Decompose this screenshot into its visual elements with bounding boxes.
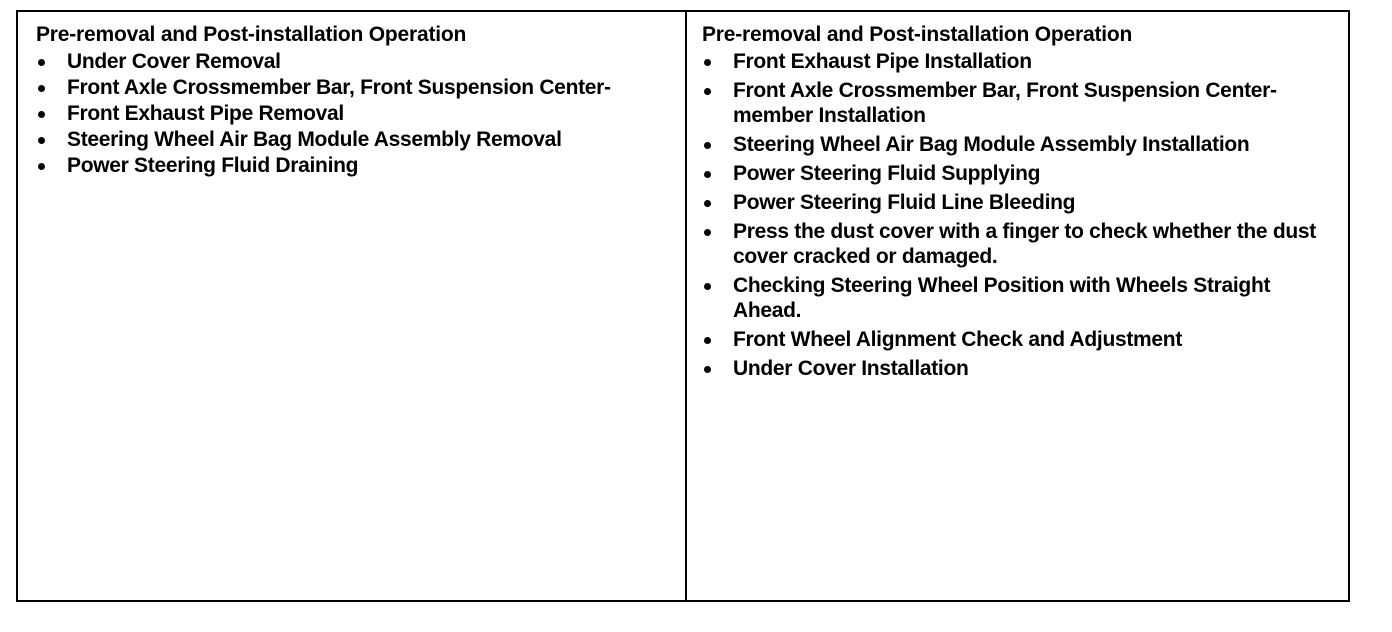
operations-table <box>16 10 1350 602</box>
list-item-text: Steering Wheel Air Bag Module Assembly Installation <box>733 133 1250 156</box>
removal-column <box>18 12 687 600</box>
list-item-text: Front Exhaust Pipe Removal <box>67 102 344 125</box>
bullet-icon <box>704 88 711 95</box>
removal-heading: Pre-removal and Post-installation Operation <box>36 23 467 46</box>
list-item <box>702 132 1338 157</box>
list-item <box>702 356 1338 381</box>
list-item <box>36 153 675 178</box>
list-item <box>702 190 1338 215</box>
bullet-icon <box>38 163 45 170</box>
list-item-text: Under Cover Removal <box>67 50 281 73</box>
bullet-icon <box>704 229 711 236</box>
removal-list <box>36 49 675 178</box>
bullet-icon <box>704 171 711 178</box>
bullet-icon <box>704 59 711 66</box>
list-item <box>702 327 1338 352</box>
list-item <box>702 161 1338 186</box>
list-item <box>36 49 675 74</box>
bullet-icon <box>704 142 711 149</box>
list-item <box>702 78 1338 128</box>
list-item-text: Power Steering Fluid Draining <box>67 154 359 177</box>
list-item <box>702 219 1338 269</box>
bullet-icon <box>704 366 711 373</box>
list-item-text: Front Exhaust Pipe Installation <box>733 50 1032 73</box>
bullet-icon <box>38 137 45 144</box>
list-item-text: Power Steering Fluid Line Bleeding <box>733 191 1076 214</box>
bullet-icon <box>38 59 45 66</box>
list-item-text: Front Axle Crossmember Bar, Front Suspension Center- <box>67 76 611 99</box>
list-item <box>702 273 1338 323</box>
list-item-text: Under Cover Installation <box>733 357 969 380</box>
list-item-text: Checking Steering Wheel Position with Wheels Straight Ahead. <box>733 274 1271 322</box>
list-item <box>36 101 675 126</box>
list-item-text: Front Axle Crossmember Bar, Front Suspension Center-member Installation <box>733 79 1277 127</box>
bullet-icon <box>38 111 45 118</box>
list-item-text: Front Wheel Alignment Check and Adjustment <box>733 328 1183 351</box>
list-item <box>36 75 675 100</box>
installation-list <box>702 49 1338 381</box>
list-item <box>702 49 1338 74</box>
installation-heading: Pre-removal and Post-installation Operation <box>702 23 1133 46</box>
list-item-text: Press the dust cover with a finger to check whether the dust cover cracked or damaged. <box>733 220 1316 268</box>
installation-column <box>687 12 1348 600</box>
list-item-text: Steering Wheel Air Bag Module Assembly Removal <box>67 128 562 151</box>
bullet-icon <box>704 283 711 290</box>
bullet-icon <box>38 85 45 92</box>
bullet-icon <box>704 337 711 344</box>
list-item-text: Power Steering Fluid Supplying <box>733 162 1041 185</box>
bullet-icon <box>704 200 711 207</box>
list-item <box>36 127 675 152</box>
